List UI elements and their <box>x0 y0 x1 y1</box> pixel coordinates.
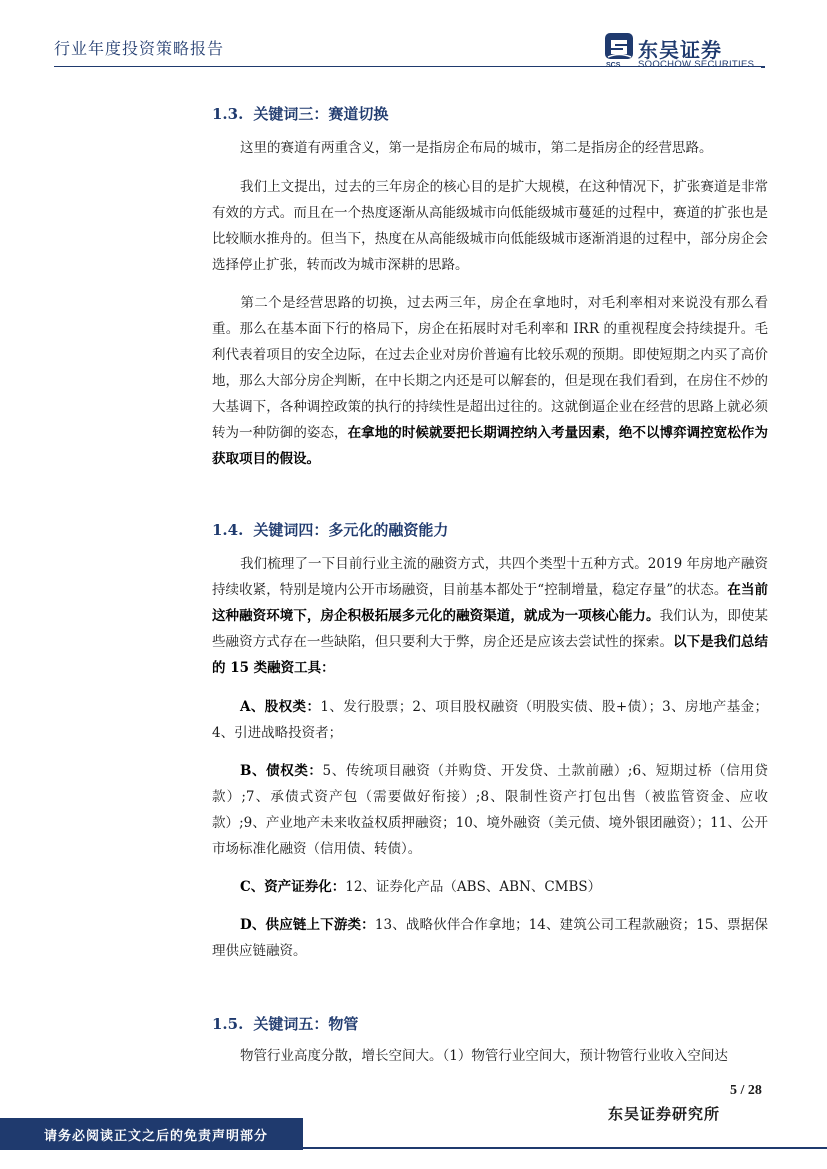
paragraph: 这里的赛道有两重含义，第一是指房企布局的城市，第二是指房企的经营思路。 <box>240 140 713 156</box>
section-title: 关键词五：物管 <box>253 1015 359 1033</box>
footer-disclaimer: 请务必阅读正文之后的免责声明部分 <box>44 1129 269 1144</box>
list-item-securitization: C、资产证券化：12、证券化产品（ABS、ABN、CMBS） <box>240 879 602 895</box>
list-item-supply-chain: D、供应链上下游类：13、战略伙伴合作拿地；14、建筑公司工程款融资；15、票据保理供应链融资。 <box>212 917 768 959</box>
footer-divider <box>303 1147 827 1149</box>
list-item-label: B、债权类： <box>240 763 323 779</box>
emphasis-text: 在拿地的时候就要把长期调控纳入考量因素，绝不以博弈调控宽松作为获取项目的假设。 <box>212 425 768 467</box>
section-number: 1.4. <box>212 521 244 539</box>
logo-name-en: SOOCHOW SECURITIES <box>638 59 755 70</box>
list-item-equity: A、股权类：1、发行股票；2、项目股权融资（明股实债、股+债）；3、房地产基金；4、引进战略投资者； <box>212 699 768 741</box>
page-number: 5 / 28 <box>730 1083 762 1098</box>
section-title: 关键词四：多元化的融资能力 <box>253 521 449 539</box>
scs-logo-icon <box>604 32 634 62</box>
paragraph: 物管行业高度分散，增长空间大。（1）物管行业空间大，预计物管行业收入空间达 <box>240 1048 728 1064</box>
emphasis-text: 在当前这种融资环境下，房企积极拓展多元化的融资渠道，就成为一项核心能力。 <box>212 582 768 624</box>
section-heading-1-3 <box>212 103 388 124</box>
section-number: 1.3. <box>212 105 244 123</box>
section-heading-1-4 <box>212 519 448 540</box>
paragraph: 第二个是经营思路的切换，过去两三年，房企在拿地时，对毛利率相对来说没有那么看重。那么在基本面下行的格局下，房企在拓展时对毛利率和 IRR 的重视程度会持续提升。毛利代表着项目的安全边际，在过去企业对房价普遍有比较乐观的预期。即使短期之内买了高价地，那么大部分房企判断，在中长期之内还是可以解套的，但是现在我们看到，在房住不炒的大基调下，各种调控政策的执行的持续性是超出过往的。这就倒逼企业在经营的思路上就必须转为一种防御的姿态，在拿地的时候就要把长期调控纳入考量因素，绝不以博弈调控宽松作为获取项目的假设。 <box>212 295 768 467</box>
list-item-label: D、供应链上下游类： <box>240 917 375 933</box>
header-divider-tick <box>761 66 765 68</box>
logo-abbr: SCS <box>606 62 621 69</box>
list-item-debt: B、债权类：5、传统项目融资（并购贷、开发贷、土款前融）;6、短期过桥（信用贷款）;7、承债式资产包（需要做好衔接）;8、限制性资产打包出售（被监管资金、应收款）;9、产业地产未来收益权质押融资；10、境外融资（美元债、境外银团融资）；11、公开市场标准化融资（信用债、转债）。 <box>212 763 768 857</box>
footer-organization: 东吴证券研究所 <box>608 1105 721 1123</box>
paragraph: 我们上文提出，过去的三年房企的核心目的是扩大规模，在这种情况下，扩张赛道是非常有效的方式。而且在一个热度逐渐从高能级城市向低能级城市蔓延的过程中，赛道的扩张也是比较顺水推舟的。但当下，热度在从高能级城市向低能级城市逐渐消退的过程中，部分房企会选择停止扩张，转而改为城市深耕的思路。 <box>212 179 768 273</box>
logo-name-cn: 东吴证券 <box>638 38 722 62</box>
paragraph: 我们梳理了一下目前行业主流的融资方式，共四个类型十五种方式。2019 年房地产融资持续收紧，特别是境内公开市场融资，目前基本都处于“控制增量，稳定存量”的状态。在当前这种融资环境下，房企积极拓展多元化的融资渠道，就成为一项核心能力。我们认为，即使某些融资方式存在一些缺陷，但只要利大于弊，房企还是应该去尝试性的探索。以下是我们总结的 15 类融资工具： <box>212 556 768 676</box>
section-title: 关键词三：赛道切换 <box>253 105 389 123</box>
section-number: 1.5. <box>212 1015 244 1033</box>
report-category: 行业年度投资策略报告 <box>54 39 225 58</box>
header-divider <box>54 66 764 67</box>
list-item-label: A、股权类： <box>240 699 321 715</box>
section-heading-1-5 <box>212 1013 358 1034</box>
emphasis-text: 以下是我们总结的 15 类融资工具： <box>212 634 768 676</box>
list-item-label: C、资产证券化： <box>240 879 346 895</box>
